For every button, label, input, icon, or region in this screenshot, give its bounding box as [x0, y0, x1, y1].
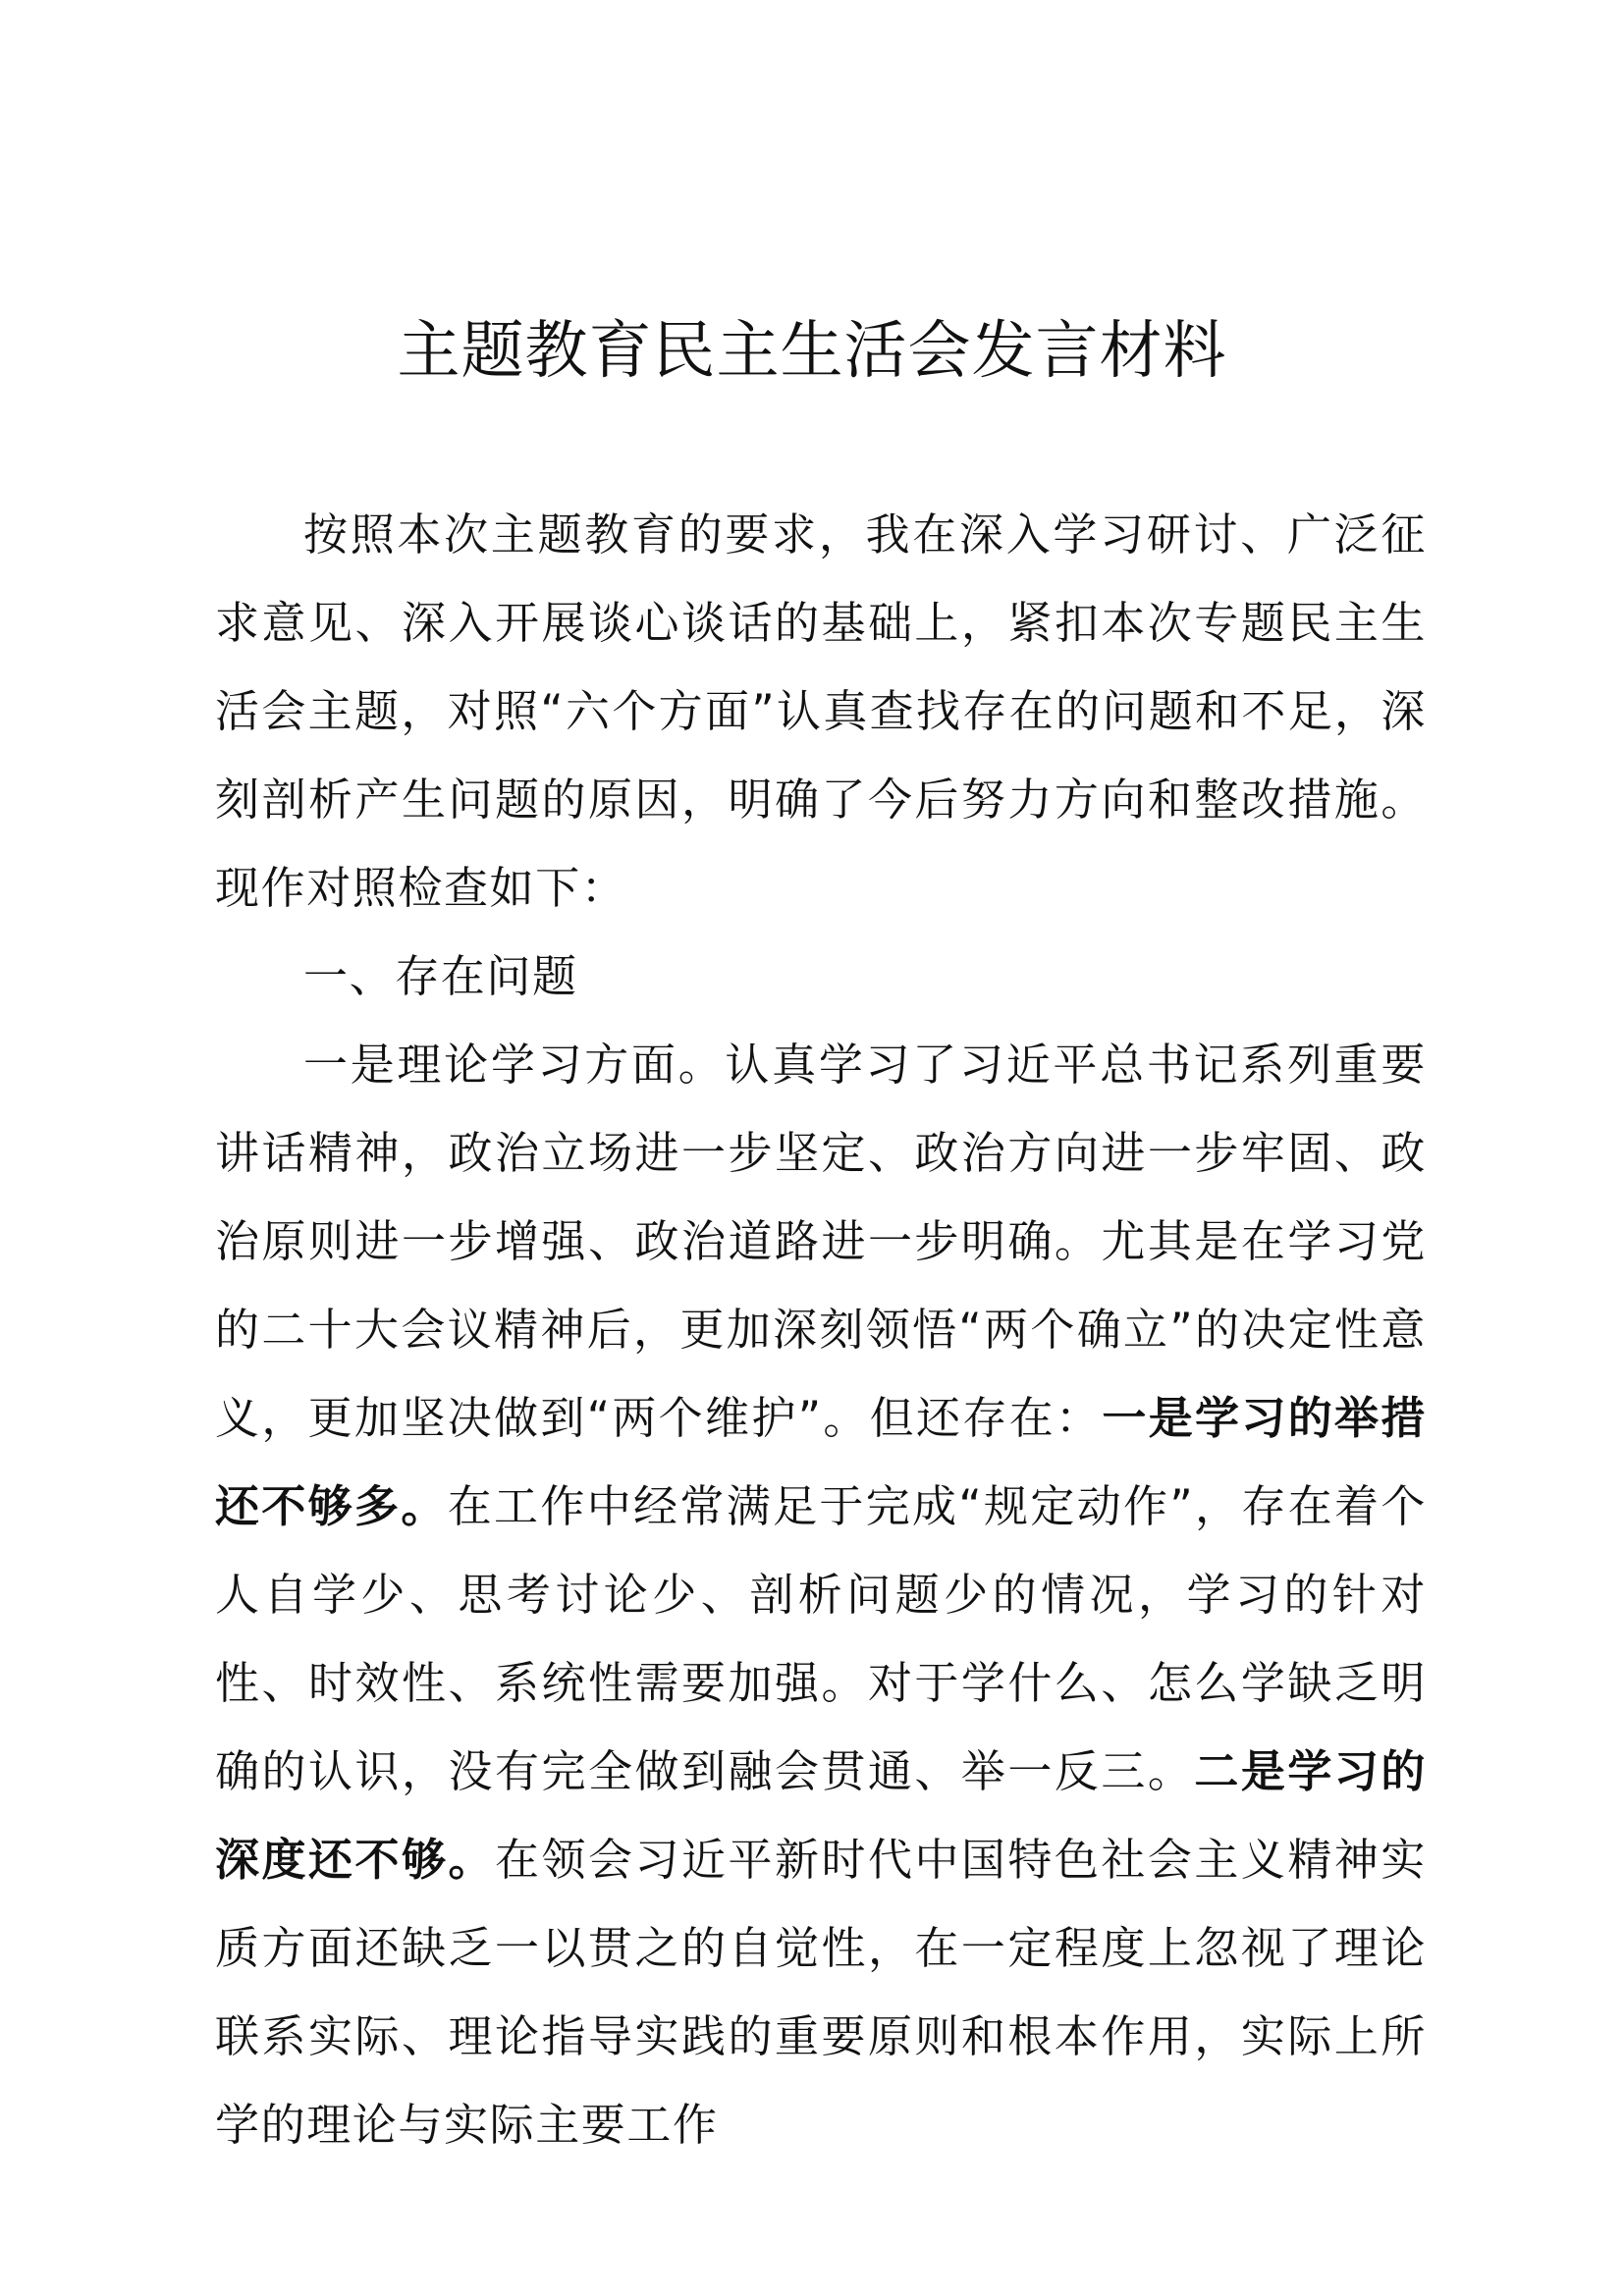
section-heading: 一、存在问题: [303, 950, 578, 1002]
bold-point-two: 二是学习的深度还不够。: [215, 1745, 1427, 1886]
theory-study-paragraph: [215, 1021, 1427, 2169]
paragraph-text: 在工作中经常满足于完成“规定动作”，存在着个人自学少、思考讨论少、剖析问题少的情况，学习的针对性、时效性、系统性需要加强。对于学什么、怎么学缺乏明确的认识，没有完全做到融会贯通、举一反三。: [215, 1480, 1427, 1797]
bold-point-one: 一是学习的举措还不够多。: [215, 1392, 1427, 1532]
document-title: 主题教育民主生活会发言材料: [397, 315, 1227, 388]
paragraph-text: 在领会习近平新时代中国特色社会主义精神实质方面还缺乏一以贯之的自觉性，在一定程度上忽视了理论联系实际、理论指导实践的重要原则和根本作用，实际上所学的理论与实际主要工作: [215, 1834, 1427, 2151]
paragraph-text: 一是理论学习方面。认真学习了习近平总书记系列重要讲话精神，政治立场进一步坚定、政治方向进一步牢固、政治原则进一步增强、政治道路进一步明确。尤其是在学习党的二十大会议精神后，更加深刻领悟“两个确立”的决定性意义，更加坚决做到“两个维护”。但还存在：: [215, 1039, 1427, 1444]
document-body: [215, 491, 1427, 2169]
intro-paragraph: 按照本次主题教育的要求，我在深入学习研讨、广泛征求意见、深入开展谈心谈话的基础上，紧扣本次专题民主生活会主题，对照“六个方面”认真查找存在的问题和不足，深刻剖析产生问题的原因，明确了今后努力方向和整改措施。现作对照检查如下：: [215, 508, 1427, 914]
